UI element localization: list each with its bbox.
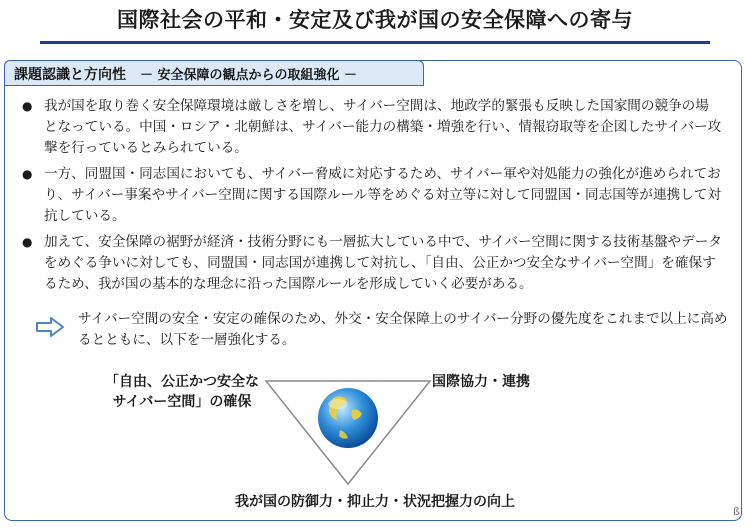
bullet-text: 我が国を取り巻く安全保障環境は厳しさを増し、サイバー空間は、地政学的緊張も反映した国家間の競争の場となっている。中国・ロシア・北朝鮮は、サイバー能力の構築・増強を行い、情報窃取等を企図したサイバー攻撃を行っているとみられている。 <box>44 98 722 156</box>
bullet-text: 一方、同盟国・同志国においても、サイバー脅威に対応するため、サイバー軍や対処能力の強化が進められており、サイバー事案やサイバー空間に関する国際ルール等をめぐる対立等に対して同盟国・同志国等が連携して対抗している。 <box>44 166 721 224</box>
page-title: 国際社会の平和・安定及び我が国の安全保障への寄与 <box>117 8 633 32</box>
label-defense-capability: 我が国の防御力・抑止力・状況把握力の向上 <box>235 494 515 510</box>
panel-heading-title: 課題認識と方向性 <box>14 67 126 83</box>
globe-icon <box>318 388 378 448</box>
bullet-dot-icon: ● <box>22 235 33 249</box>
label-free-cyberspace-line2: サイバー空間」の確保 <box>112 394 252 410</box>
bullet-dot-icon: ● <box>22 167 33 181</box>
bullet-text: 加えて、安全保障の裾野が経済・技術分野にも一層拡大している中で、サイバー空間に関する技術基盤やデータをめぐる争いに対しても、同盟国・同志国が連携して対抗し、「自由、公正かつ安全なサイバー空間」を確保するため、我が国の基本的な理念に沿った国際ルールを形成していく必要がある。 <box>44 234 722 292</box>
conclusion-text: サイバー空間の安全・安定の確保のため、外交・安全保障上のサイバー分野の優先度をこれまで以上に高めるとともに、以下を一層強化する。 <box>78 311 728 348</box>
label-free-cyberspace-line1: 「自由、公正かつ安全な <box>105 374 259 390</box>
label-free-cyberspace <box>92 372 272 412</box>
panel-heading-subtitle: － 安全保障の観点からの取組強化 － <box>140 68 358 83</box>
corner-mark: ß <box>733 505 740 518</box>
label-international-cooperation: 国際協力・連携 <box>432 374 530 390</box>
bullet-dot-icon: ● <box>22 99 33 113</box>
